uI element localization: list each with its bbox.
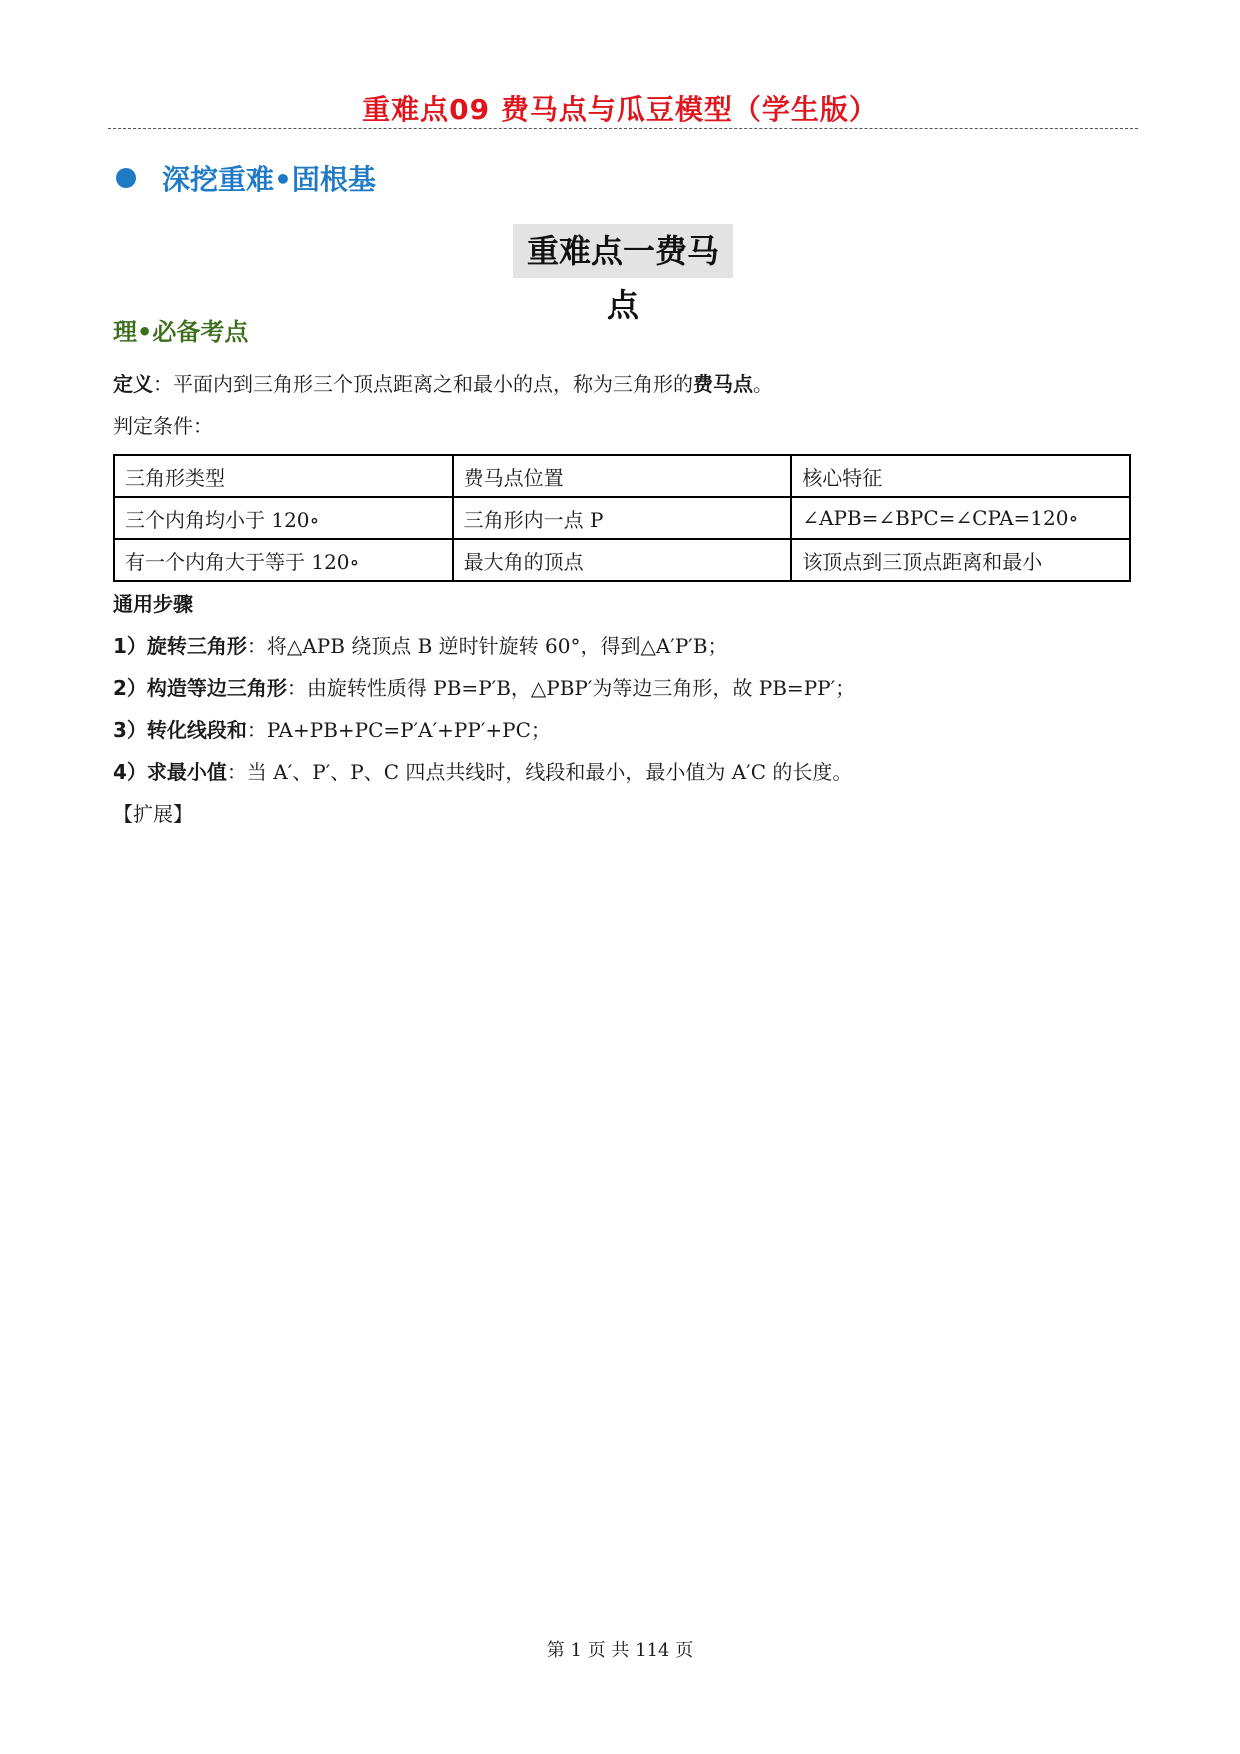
step-text: ：当 A′、P′、P、C 四点共线时，线段和最小，最小值为 A′C 的长度。 — [226, 760, 853, 784]
definition-end: 。 — [753, 372, 773, 396]
table-cell: 三个内角均小于 120∘ — [114, 497, 453, 539]
step-label: 1）旋转三角形 — [113, 634, 247, 658]
topic-box: 重难点一费马点 — [513, 224, 733, 278]
step-label: 2）构造等边三角形 — [113, 676, 287, 700]
step-line — [113, 714, 551, 743]
title-divider — [108, 128, 1138, 129]
table-row — [114, 497, 1130, 539]
table-header-cell: 核心特征 — [791, 455, 1130, 497]
extension-label: 【扩展】 — [113, 802, 193, 826]
step-line — [113, 672, 855, 701]
step-text: ：将△APB 绕顶点 B 逆时针旋转 60°，得到△A′P′B； — [246, 634, 728, 658]
table-header-cell: 费马点位置 — [453, 455, 792, 497]
conditions-table — [113, 454, 1131, 582]
definition-term: 费马点 — [693, 372, 753, 396]
step-text: ：由旋转性质得 PB=P′B，△PBP′为等边三角形，故 PB=PP′； — [286, 676, 856, 700]
step-line — [113, 756, 852, 785]
table-cell: 该顶点到三顶点距离和最小 — [791, 539, 1130, 581]
section-heading-label: 深挖重难•固根基 — [162, 163, 376, 196]
table-cell: 最大角的顶点 — [453, 539, 792, 581]
table-header-row — [114, 455, 1130, 497]
table-row — [114, 539, 1130, 581]
sub-heading: 理•必备考点 — [113, 318, 249, 346]
page-title: 重难点09 费马点与瓜豆模型（学生版） — [362, 93, 878, 126]
step-line — [113, 630, 728, 659]
definition-line — [113, 368, 773, 397]
criteria-label: 判定条件： — [113, 414, 213, 438]
step-label: 4）求最小值 — [113, 760, 227, 784]
steps-heading: 通用步骤 — [113, 592, 193, 616]
page-footer: 第 1 页 共 114 页 — [546, 1640, 694, 1661]
step-text: ：PA+PB+PC=P′A′+PP′+PC； — [246, 718, 551, 742]
definition-text: ：平面内到三角形三个顶点距离之和最小的点，称为三角形的 — [153, 372, 693, 396]
step-label: 3）转化线段和 — [113, 718, 247, 742]
table-cell: 有一个内角大于等于 120∘ — [114, 539, 453, 581]
bullet-dot-icon — [116, 168, 136, 188]
table-header-cell: 三角形类型 — [114, 455, 453, 497]
definition-label: 定义 — [113, 372, 153, 396]
table-cell: ∠APB=∠BPC=∠CPA=120∘ — [791, 497, 1130, 539]
section-heading — [116, 158, 376, 198]
table-cell: 三角形内一点 P — [453, 497, 792, 539]
